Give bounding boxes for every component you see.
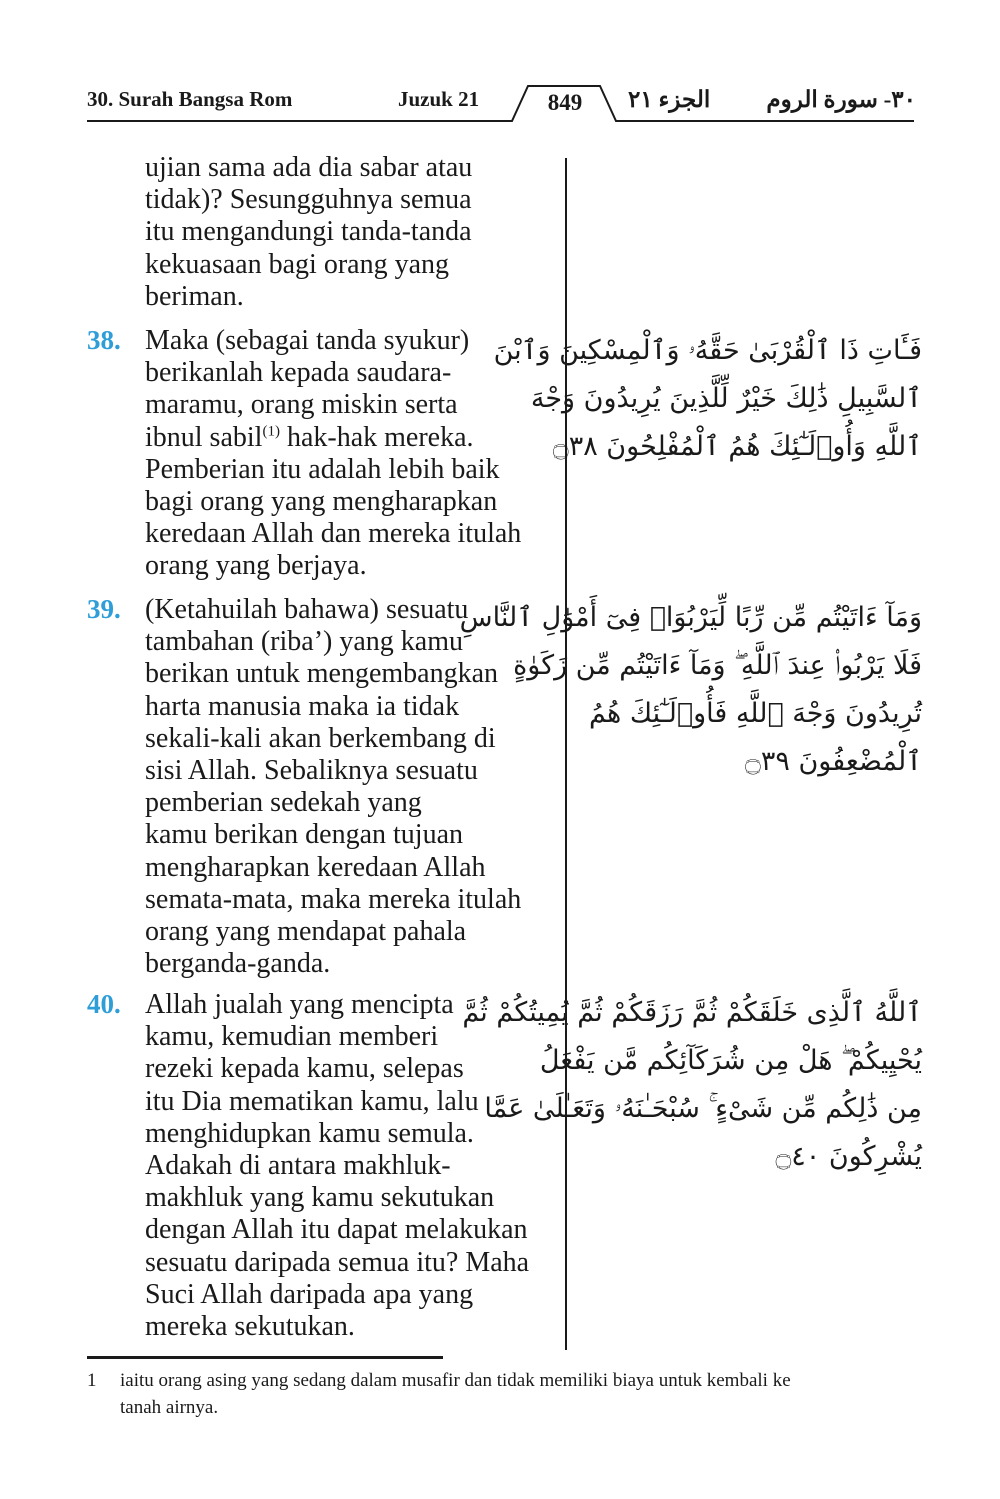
arabic-line: وَمَآ ءَاتَيْتُم مِّن رِّبًا لِّيَرْبُوَا۟ فِىٓ أَمْوَٰلِ ٱلنَّاسِ (459, 602, 922, 633)
arabic-line: ٱلسَّبِيلِ ذَٰلِكَ خَيْرٌ لِّلَّذِينَ يُرِيدُونَ وَجْهَ (530, 383, 922, 414)
text-line: bagi orang yang mengharapkan (145, 486, 498, 518)
verse-arabic (459, 594, 922, 786)
verse-translation (145, 594, 560, 980)
text-line: rezeki kepada kamu, selepas (145, 1053, 464, 1085)
text-line: tambahan (riba’) yang kamu (145, 626, 463, 658)
verse-number: 38. (87, 325, 121, 355)
text-line: sekali-kali akan berkembang di (145, 722, 496, 754)
text-line: Adakah di antara makhluk- (145, 1150, 451, 1182)
verse-arabic (462, 989, 922, 1181)
text-line: mengharapkan keredaan Allah (145, 851, 486, 883)
text-line: tidak)? Sesungguhnya semua (145, 184, 472, 216)
text-line: itu mengandungi tanda-tanda (145, 216, 472, 248)
text-line: harta manusia maka ia tidak (145, 690, 460, 722)
juz-label-latin: Juzuk 21 (398, 87, 480, 111)
text-line: kekuasaan bagi orang yang (145, 248, 449, 280)
verse-arabic (493, 327, 922, 471)
text-line: Pemberian itu adalah lebih baik (145, 453, 500, 485)
text-line: berikan untuk mengembangkan (145, 658, 499, 690)
text-segment: hak-hak mereka. (279, 421, 474, 453)
text-line: kamu berikan dengan tujuan (145, 819, 464, 851)
footnote-number: 1 (87, 1370, 97, 1391)
surah-title-arabic: ٣٠- سورة الروم (766, 87, 916, 112)
text-line: maramu, orang miskin serta (145, 389, 458, 421)
footnote-ref[interactable]: (1) (262, 423, 280, 440)
text-line: dengan Allah itu dapat melakukan (145, 1214, 528, 1246)
surah-title-latin: 30. Surah Bangsa Rom (87, 87, 293, 111)
text-line: Maka (sebagai tanda syukur) (145, 325, 470, 356)
juz-label-arabic: الجزء ٢١ (628, 87, 711, 112)
footnote-rule (87, 1356, 443, 1359)
arabic-line: فَلَا يَرْبُوا۟ عِندَ ٱللَّهِ ۖ وَمَآ ءَاتَيْتُم مِّن زَكَوٰةٍ (513, 650, 922, 681)
arabic-line: مِن ذَٰلِكُم مِّن شَىْءٍ ۚ سُبْحَـٰنَهُۥ وَتَعَـٰلَىٰ عَمَّا (484, 1093, 922, 1124)
page-number: 849 (547, 90, 583, 115)
text-line (145, 422, 560, 454)
verse-number: 40. (87, 989, 121, 1019)
footnote-line: iaitu orang asing yang sedang dalam musafir dan tidak memiliki biaya untuk kembali ke (120, 1370, 791, 1391)
text-line: mereka sekutukan. (145, 1311, 355, 1343)
verse-number: 39. (87, 594, 121, 624)
footnote-text (120, 1367, 920, 1421)
text-line: sisi Allah. Sebaliknya sesuatu (145, 755, 478, 787)
text-line: berganda-ganda. (145, 948, 331, 980)
text-line: kamu, kemudian memberi (145, 1021, 439, 1053)
text-line: itu Dia mematikan kamu, lalu (145, 1085, 479, 1117)
text-line: pemberian sedekah yang (145, 787, 422, 819)
arabic-line: يُحْيِيكُمْ ۖ هَلْ مِن شُرَكَآئِكُم مَّن يَفْعَلُ (539, 1045, 922, 1076)
continuation-text (145, 152, 560, 313)
text-line: sesuatu daripada semua itu? Maha (145, 1246, 530, 1278)
arabic-line: ٱللَّهِ وَأُو۟لَـٰٓئِكَ هُمُ ٱلْمُفْلِحُونَ ۝٣٨ (552, 431, 922, 462)
arabic-line: فَـَٔاتِ ذَا ٱلْقُرْبَىٰ حَقَّهُۥ وَٱلْمِسْكِينَ وَٱبْنَ (493, 335, 922, 366)
arabic-line: يُشْرِكُونَ ۝٤٠ (775, 1141, 922, 1172)
text-line: keredaan Allah dan mereka itulah (145, 518, 522, 550)
verse-translation (145, 989, 560, 1343)
text-segment: ibnul sabil (145, 421, 263, 453)
text-line: ujian sama ada dia sabar atau (145, 152, 473, 183)
text-line: menghidupkan kamu semula. (145, 1117, 474, 1149)
text-line: berikanlah kepada saudara- (145, 357, 452, 389)
text-line: (Ketahuilah bahawa) sesuatu (145, 594, 469, 625)
text-line: semata-mata, maka mereka itulah (145, 883, 522, 915)
arabic-line: ٱللَّهُ ٱلَّذِى خَلَقَكُمْ ثُمَّ رَزَقَكُمْ ثُمَّ يُمِيتُكُمْ ثُمَّ (462, 997, 922, 1028)
text-line: orang yang mendapat pahala (145, 916, 467, 948)
text-line: Allah jualah yang mencipta (145, 989, 454, 1020)
arabic-line: تُرِيدُونَ وَجْهَ ٱللَّهِ فَأُو۟لَـٰٓئِكَ هُمُ (589, 698, 922, 729)
text-line: makhluk yang kamu sekutukan (145, 1182, 495, 1214)
arabic-line: ٱلْمُضْعِفُونَ ۝٣٩ (745, 746, 922, 777)
footnote-line: tanah airnya. (120, 1397, 219, 1418)
text-line: orang yang berjaya. (145, 550, 367, 582)
text-line: beriman. (145, 280, 244, 312)
text-line: Suci Allah daripada apa yang (145, 1278, 474, 1310)
page-header (0, 0, 1000, 130)
